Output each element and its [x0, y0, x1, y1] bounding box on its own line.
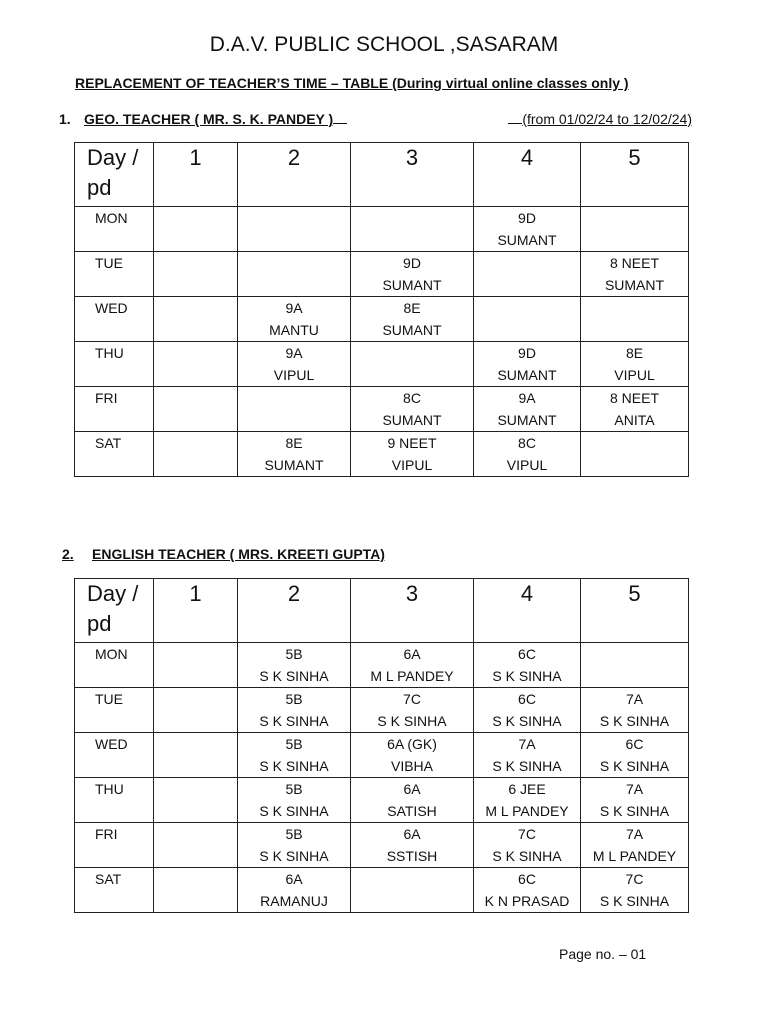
- day-label: WED: [75, 733, 154, 778]
- period-cell: [581, 868, 689, 913]
- class-label: 9A: [285, 345, 303, 361]
- teacher-label: S K SINHA: [599, 893, 670, 909]
- section-1-heading: [59, 109, 692, 127]
- table-row: [75, 432, 689, 477]
- class-label: 5B: [285, 691, 303, 707]
- period-cell: [238, 868, 351, 913]
- period-cell: [238, 688, 351, 733]
- period-cell: [154, 207, 238, 252]
- period-cell: [351, 778, 474, 823]
- table-row: [75, 252, 689, 297]
- teacher-label: SUMANT: [264, 457, 324, 473]
- period-cell: [581, 823, 689, 868]
- class-label: 8C: [403, 390, 421, 406]
- period-cell: [351, 297, 474, 342]
- section-1-period: (from 01/02/24 to 12/02/24): [522, 111, 692, 127]
- class-label: 9D: [518, 345, 536, 361]
- class-label: 8E: [625, 345, 644, 361]
- table-row: [75, 733, 689, 778]
- table-row: [75, 207, 689, 252]
- class-label: 9A: [518, 390, 536, 406]
- teacher-label: M L PANDEY: [370, 668, 454, 684]
- day-label: MON: [75, 643, 154, 688]
- class-label: 8E: [285, 435, 303, 451]
- teacher-label: S K SINHA: [259, 668, 329, 684]
- teacher-label: S K SINHA: [259, 758, 329, 774]
- class-label: 9 NEET: [387, 435, 437, 451]
- class-label: 7C: [518, 826, 536, 842]
- day-label: TUE: [75, 252, 154, 297]
- teacher-label: VIPUL: [273, 367, 315, 383]
- class-label: 9A: [285, 300, 303, 316]
- timetable-header-row: [75, 143, 689, 207]
- teacher-label: RAMANUJ: [260, 893, 328, 909]
- timetable-english-teacher: [74, 578, 689, 913]
- column-header-period: 2: [238, 579, 351, 643]
- class-label: 7A: [625, 691, 644, 707]
- teacher-label: VIPUL: [391, 457, 433, 473]
- period-cell: [474, 688, 581, 733]
- day-label: SAT: [75, 868, 154, 913]
- period-cell: [238, 432, 351, 477]
- teacher-label: VIPUL: [614, 367, 655, 383]
- class-label: 6C: [518, 691, 536, 707]
- teacher-label: SSTISH: [386, 848, 438, 864]
- table-row: [75, 778, 689, 823]
- period-cell: [154, 387, 238, 432]
- day-label: WED: [75, 297, 154, 342]
- day-label: MON: [75, 207, 154, 252]
- teacher-label: SUMANT: [382, 412, 442, 428]
- teacher-label: ANITA: [614, 412, 655, 428]
- class-label: 6A: [285, 871, 303, 887]
- period-cell: [238, 643, 351, 688]
- table-row: [75, 643, 689, 688]
- class-label: 6A (GK): [387, 736, 437, 752]
- period-cell: [154, 823, 238, 868]
- period-cell: [351, 643, 474, 688]
- document-subtitle: REPLACEMENT OF TEACHER’S TIME – TABLE (During virtual online classes only ): [75, 75, 629, 91]
- day-label: SAT: [75, 432, 154, 477]
- column-header-period: 5: [581, 579, 689, 643]
- period-cell: [351, 823, 474, 868]
- teacher-label: SUMANT: [382, 322, 442, 338]
- period-cell: [351, 688, 474, 733]
- class-label: 6A: [403, 781, 421, 797]
- column-header-period: 4: [474, 579, 581, 643]
- period-cell: [474, 207, 581, 252]
- day-label: FRI: [75, 823, 154, 868]
- teacher-label: S K SINHA: [599, 713, 670, 729]
- column-header-period: 1: [154, 143, 238, 207]
- teacher-label: MANTU: [269, 322, 319, 338]
- period-cell: [154, 297, 238, 342]
- period-cell: [154, 868, 238, 913]
- table-row: [75, 342, 689, 387]
- table-row: [75, 823, 689, 868]
- period-cell: [581, 387, 689, 432]
- class-label: 8E: [403, 300, 421, 316]
- teacher-label: S K SINHA: [599, 803, 670, 819]
- teacher-label: SUMANT: [497, 367, 557, 383]
- underline-filler: [508, 109, 522, 124]
- section-1-date-range: [508, 109, 692, 127]
- period-cell: [474, 778, 581, 823]
- column-header-period: 3: [351, 579, 474, 643]
- class-label: 6A: [403, 646, 421, 662]
- period-cell: [238, 207, 351, 252]
- period-cell: [581, 297, 689, 342]
- teacher-label: S K SINHA: [599, 758, 670, 774]
- table-row: [75, 688, 689, 733]
- class-label: 5B: [285, 826, 303, 842]
- table-row: [75, 297, 689, 342]
- section-1-number: 1.: [59, 111, 71, 127]
- period-cell: [238, 778, 351, 823]
- period-cell: [238, 342, 351, 387]
- class-label: 6A: [403, 826, 421, 842]
- period-cell: [351, 432, 474, 477]
- class-label: 7C: [625, 871, 644, 887]
- period-cell: [351, 733, 474, 778]
- day-label: THU: [75, 778, 154, 823]
- teacher-label: S K SINHA: [259, 803, 329, 819]
- teacher-label: SATISH: [387, 803, 437, 819]
- period-cell: [474, 387, 581, 432]
- period-cell: [154, 778, 238, 823]
- period-cell: [154, 643, 238, 688]
- teacher-label: VIPUL: [506, 457, 548, 473]
- class-label: 7A: [625, 826, 644, 842]
- period-cell: [474, 297, 581, 342]
- period-cell: [238, 252, 351, 297]
- period-cell: [474, 733, 581, 778]
- period-cell: [351, 342, 474, 387]
- period-cell: [581, 733, 689, 778]
- period-cell: [351, 207, 474, 252]
- column-header-period: 5: [581, 143, 689, 207]
- teacher-label: M L PANDEY: [592, 848, 677, 864]
- column-header-day: Day / pd: [75, 579, 154, 643]
- period-cell: [581, 643, 689, 688]
- period-cell: [154, 733, 238, 778]
- day-label: THU: [75, 342, 154, 387]
- period-cell: [474, 643, 581, 688]
- period-cell: [474, 432, 581, 477]
- period-cell: [581, 778, 689, 823]
- period-cell: [154, 432, 238, 477]
- teacher-label: S K SINHA: [259, 848, 329, 864]
- period-cell: [351, 387, 474, 432]
- section-1-teacher: GEO. TEACHER ( MR. S. K. PANDEY ): [84, 111, 334, 127]
- class-label: 6C: [518, 646, 536, 662]
- column-header-period: 1: [154, 579, 238, 643]
- period-cell: [581, 432, 689, 477]
- class-label: 9D: [403, 255, 421, 271]
- column-header-day: Day / pd: [75, 143, 154, 207]
- teacher-label: SUMANT: [497, 412, 557, 428]
- class-label: 5B: [285, 646, 303, 662]
- page-number: Page no. – 01: [559, 946, 647, 962]
- period-cell: [474, 252, 581, 297]
- class-label: 5B: [285, 736, 303, 752]
- period-cell: [238, 823, 351, 868]
- class-label: 9D: [518, 210, 536, 226]
- period-cell: [238, 297, 351, 342]
- teacher-label: S K SINHA: [377, 713, 447, 729]
- column-header-period: 3: [351, 143, 474, 207]
- teacher-label: M L PANDEY: [485, 803, 569, 819]
- class-label: 8 NEET: [609, 390, 659, 406]
- teacher-label: SUMANT: [604, 277, 665, 293]
- period-cell: [474, 868, 581, 913]
- teacher-label: S K SINHA: [492, 848, 562, 864]
- period-cell: [581, 252, 689, 297]
- class-label: 7C: [403, 691, 421, 707]
- class-label: 5B: [285, 781, 303, 797]
- teacher-label: S K SINHA: [259, 713, 329, 729]
- period-cell: [154, 342, 238, 387]
- timetable-header-row: [75, 579, 689, 643]
- period-cell: [154, 688, 238, 733]
- period-cell: [581, 342, 689, 387]
- teacher-label: VIBHA: [390, 758, 433, 774]
- period-cell: [474, 342, 581, 387]
- section-2-number: 2.: [62, 546, 74, 562]
- table-row: [75, 387, 689, 432]
- column-header-period: 2: [238, 143, 351, 207]
- period-cell: [351, 252, 474, 297]
- teacher-label: SUMANT: [497, 232, 557, 248]
- underline-filler: [333, 109, 347, 124]
- teacher-label: S K SINHA: [492, 713, 562, 729]
- column-header-period: 4: [474, 143, 581, 207]
- period-cell: [581, 207, 689, 252]
- class-label: 7A: [625, 781, 644, 797]
- section-2-teacher: ENGLISH TEACHER ( MRS. KREETI GUPTA): [92, 546, 385, 562]
- section-2-heading: [62, 546, 385, 562]
- class-label: 6C: [625, 736, 644, 752]
- period-cell: [351, 868, 474, 913]
- period-cell: [474, 823, 581, 868]
- day-label: TUE: [75, 688, 154, 733]
- class-label: 6 JEE: [508, 781, 546, 797]
- day-label: FRI: [75, 387, 154, 432]
- teacher-label: K N PRASAD: [484, 893, 570, 909]
- teacher-label: SUMANT: [382, 277, 442, 293]
- teacher-label: S K SINHA: [492, 668, 562, 684]
- period-cell: [238, 387, 351, 432]
- timetable-geo-teacher: [74, 142, 689, 477]
- class-label: 6C: [518, 871, 536, 887]
- period-cell: [154, 252, 238, 297]
- class-label: 8 NEET: [609, 255, 659, 271]
- table-row: [75, 868, 689, 913]
- period-cell: [238, 733, 351, 778]
- school-title: D.A.V. PUBLIC SCHOOL ,SASARAM: [209, 33, 559, 56]
- class-label: 7A: [518, 736, 536, 752]
- period-cell: [581, 688, 689, 733]
- teacher-label: S K SINHA: [492, 758, 562, 774]
- class-label: 8C: [518, 435, 536, 451]
